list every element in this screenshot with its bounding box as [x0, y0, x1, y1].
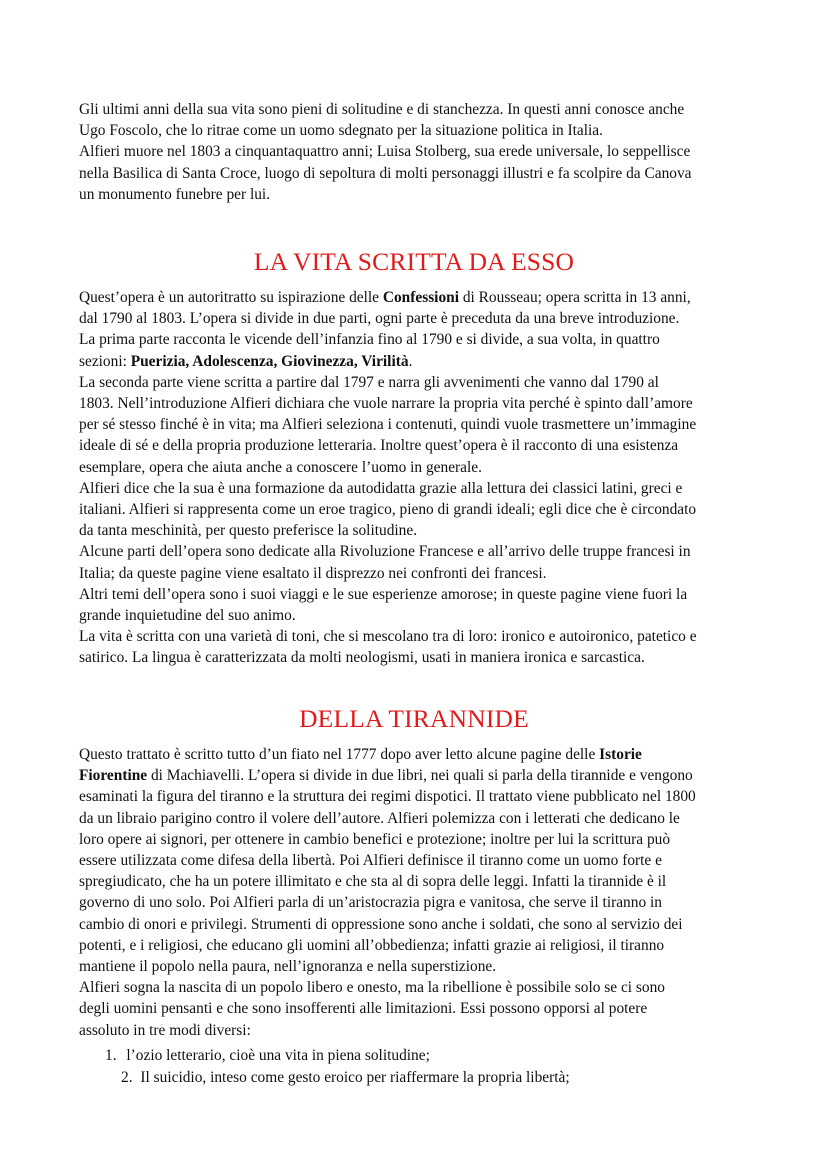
text-line: assoluto in tre modi diversi:	[79, 1021, 251, 1039]
text-line: Italia; da queste pagine viene esaltato il disprezzo nei confronti dei francesi.	[79, 564, 547, 582]
text-line: Alfieri dice che la sua è una formazione da autodidatta grazie alla lettura dei classici latini, greci e	[79, 479, 683, 497]
list-marker: 2.	[121, 1069, 133, 1086]
text-line: mantiene il popolo nella paura, nell’ignoranza e nella superstizione.	[79, 958, 497, 976]
text-line: potenti, e i religiosi, che educano gli uomini all’obbedienza; infatti grazie ai religiosi, il tiranno	[79, 936, 665, 954]
text-line: degli uomini pensanti e che sono insofferenti alle limitazioni. Essi possono opporsi al potere	[79, 1000, 648, 1018]
section-tirannide-body	[79, 744, 759, 1041]
text-line: Alcune parti dell’opera sono dedicate alla Rivoluzione Francese e all’arrivo delle truppe francesi in	[79, 543, 691, 561]
text-line: satirico. La lingua è caratterizzata da molti neologismi, usati in maniera ironica e sarcastica.	[79, 649, 645, 667]
text-line: Ugo Foscolo, che lo ritrae come un uomo sdegnato per la situazione politica in Italia.	[79, 122, 603, 140]
text-line: Fiorentine di Machiavelli. L’opera si divide in due libri, nei quali si parla della tirannide e vengono	[79, 767, 693, 785]
text-line: per sé stesso finché è in vita; ma Alfieri seleziona i contenuti, quindi vuole trasmettere un’immagine	[79, 416, 697, 434]
text-line: essere utilizzata come difesa della libertà. Poi Alfieri definisce il tiranno come un uomo forte e	[79, 852, 662, 870]
text-line: La prima parte racconta le vicende dell’infanzia fino al 1790 e si divide, a sua volta, in quattro	[79, 331, 660, 349]
text-line: esaminati la figura del tiranno e la struttura dei regimi dispotici. Il trattato viene pubblicato nel 1800	[79, 788, 696, 806]
text-line: Alfieri muore nel 1803 a cinquantaquattro anni; Luisa Stolberg, sua erede universale, lo seppellisce	[79, 143, 691, 161]
list-marker: 1.	[105, 1047, 117, 1064]
text-line: La seconda parte viene scritta a partire dal 1797 e narra gli avvenimenti che vanno dal 1790 al	[79, 373, 659, 391]
section-heading-vita: LA VITA SCRITTA DA ESSO	[253, 247, 575, 276]
list-item-text: l’ozio letterario, cioè una vita in piena solitudine;	[126, 1047, 430, 1064]
text-line: esemplare, opera che aiuta anche a conoscere l’uomo in generale.	[79, 458, 482, 476]
list-item	[121, 1067, 570, 1088]
text-line: nella Basilica di Santa Croce, luogo di sepoltura di molti personaggi illustri e fa scolpire da Canova	[79, 164, 692, 182]
text-line: Gli ultimi anni della sua vita sono pieni di solitudine e di stanchezza. In questi anni conosce anche	[79, 101, 685, 118]
text-line: ideale di sé e della propria produzione letteraria. Inoltre quest’opera è il racconto di una esistenza	[79, 437, 679, 455]
text-line: La vita è scritta con una varietà di toni, che si mescolano tra di loro: ironico e autoironico, patetico e	[79, 628, 697, 646]
text-line: grande inquietudine del suo animo.	[79, 607, 296, 625]
section-vita-body	[79, 287, 759, 669]
text-line: italiani. Alfieri si rappresenta come un eroe tragico, pieno di grandi ideali; egli dice che è circondato	[79, 501, 697, 519]
text-line: un monumento funebre per lui.	[79, 185, 271, 203]
list-item	[105, 1045, 430, 1066]
text-line: loro opere ai signori, per ottenere in cambio benefici e protezione; inoltre per lui la scrittura può	[79, 830, 671, 848]
text-line: sezioni: Puerizia, Adolescenza, Giovinezza, Virilità.	[79, 352, 413, 370]
text-line: spregiudicato, che ha un potere illimitato e che sta al di sopra delle leggi. Infatti la tirannide è il	[79, 873, 667, 891]
text-line: da tanta meschinità, per questo preferisce la solitudine.	[79, 522, 418, 540]
text-line: Quest’opera è un autoritratto su ispirazione delle Confessioni di Rousseau; opera scritta in 13 anni,	[79, 289, 691, 306]
text-line: dal 1790 al 1803. L’opera si divide in due parti, ogni parte è preceduta da una breve introduzione.	[79, 310, 680, 328]
text-line: Alfieri sogna la nascita di un popolo libero e onesto, ma la ribellione è possibile solo se ci sono	[79, 979, 666, 997]
text-line: 1803. Nell’introduzione Alfieri dichiara che vuole narrare la propria vita perché è spinto dall’amore	[79, 395, 693, 413]
text-line: governo di uno solo. Poi Alfieri parla di un’aristocrazia pigra e vanitosa, che serve il tiranno in	[79, 894, 662, 912]
text-line: cambio di onori e privilegi. Strumenti di oppressione sono anche i soldati, che sono al servizio dei	[79, 915, 683, 933]
text-line: Altri temi dell’opera sono i suoi viaggi e le sue esperienze amorose; in queste pagine viene fuori la	[79, 585, 688, 603]
text-line: da un libraio parigino contro il volere dell’autore. Alfieri polemizza con i letterati che dedicano le	[79, 809, 680, 827]
list-item-text: Il suicidio, inteso come gesto eroico per riaffermare la propria libertà;	[140, 1069, 570, 1086]
section-heading-tirannide: DELLA TIRANNIDE	[299, 704, 529, 733]
intro-paragraph	[79, 99, 759, 205]
text-line: Questo trattato è scritto tutto d’un fiato nel 1777 dopo aver letto alcune pagine delle Istorie	[79, 746, 642, 763]
